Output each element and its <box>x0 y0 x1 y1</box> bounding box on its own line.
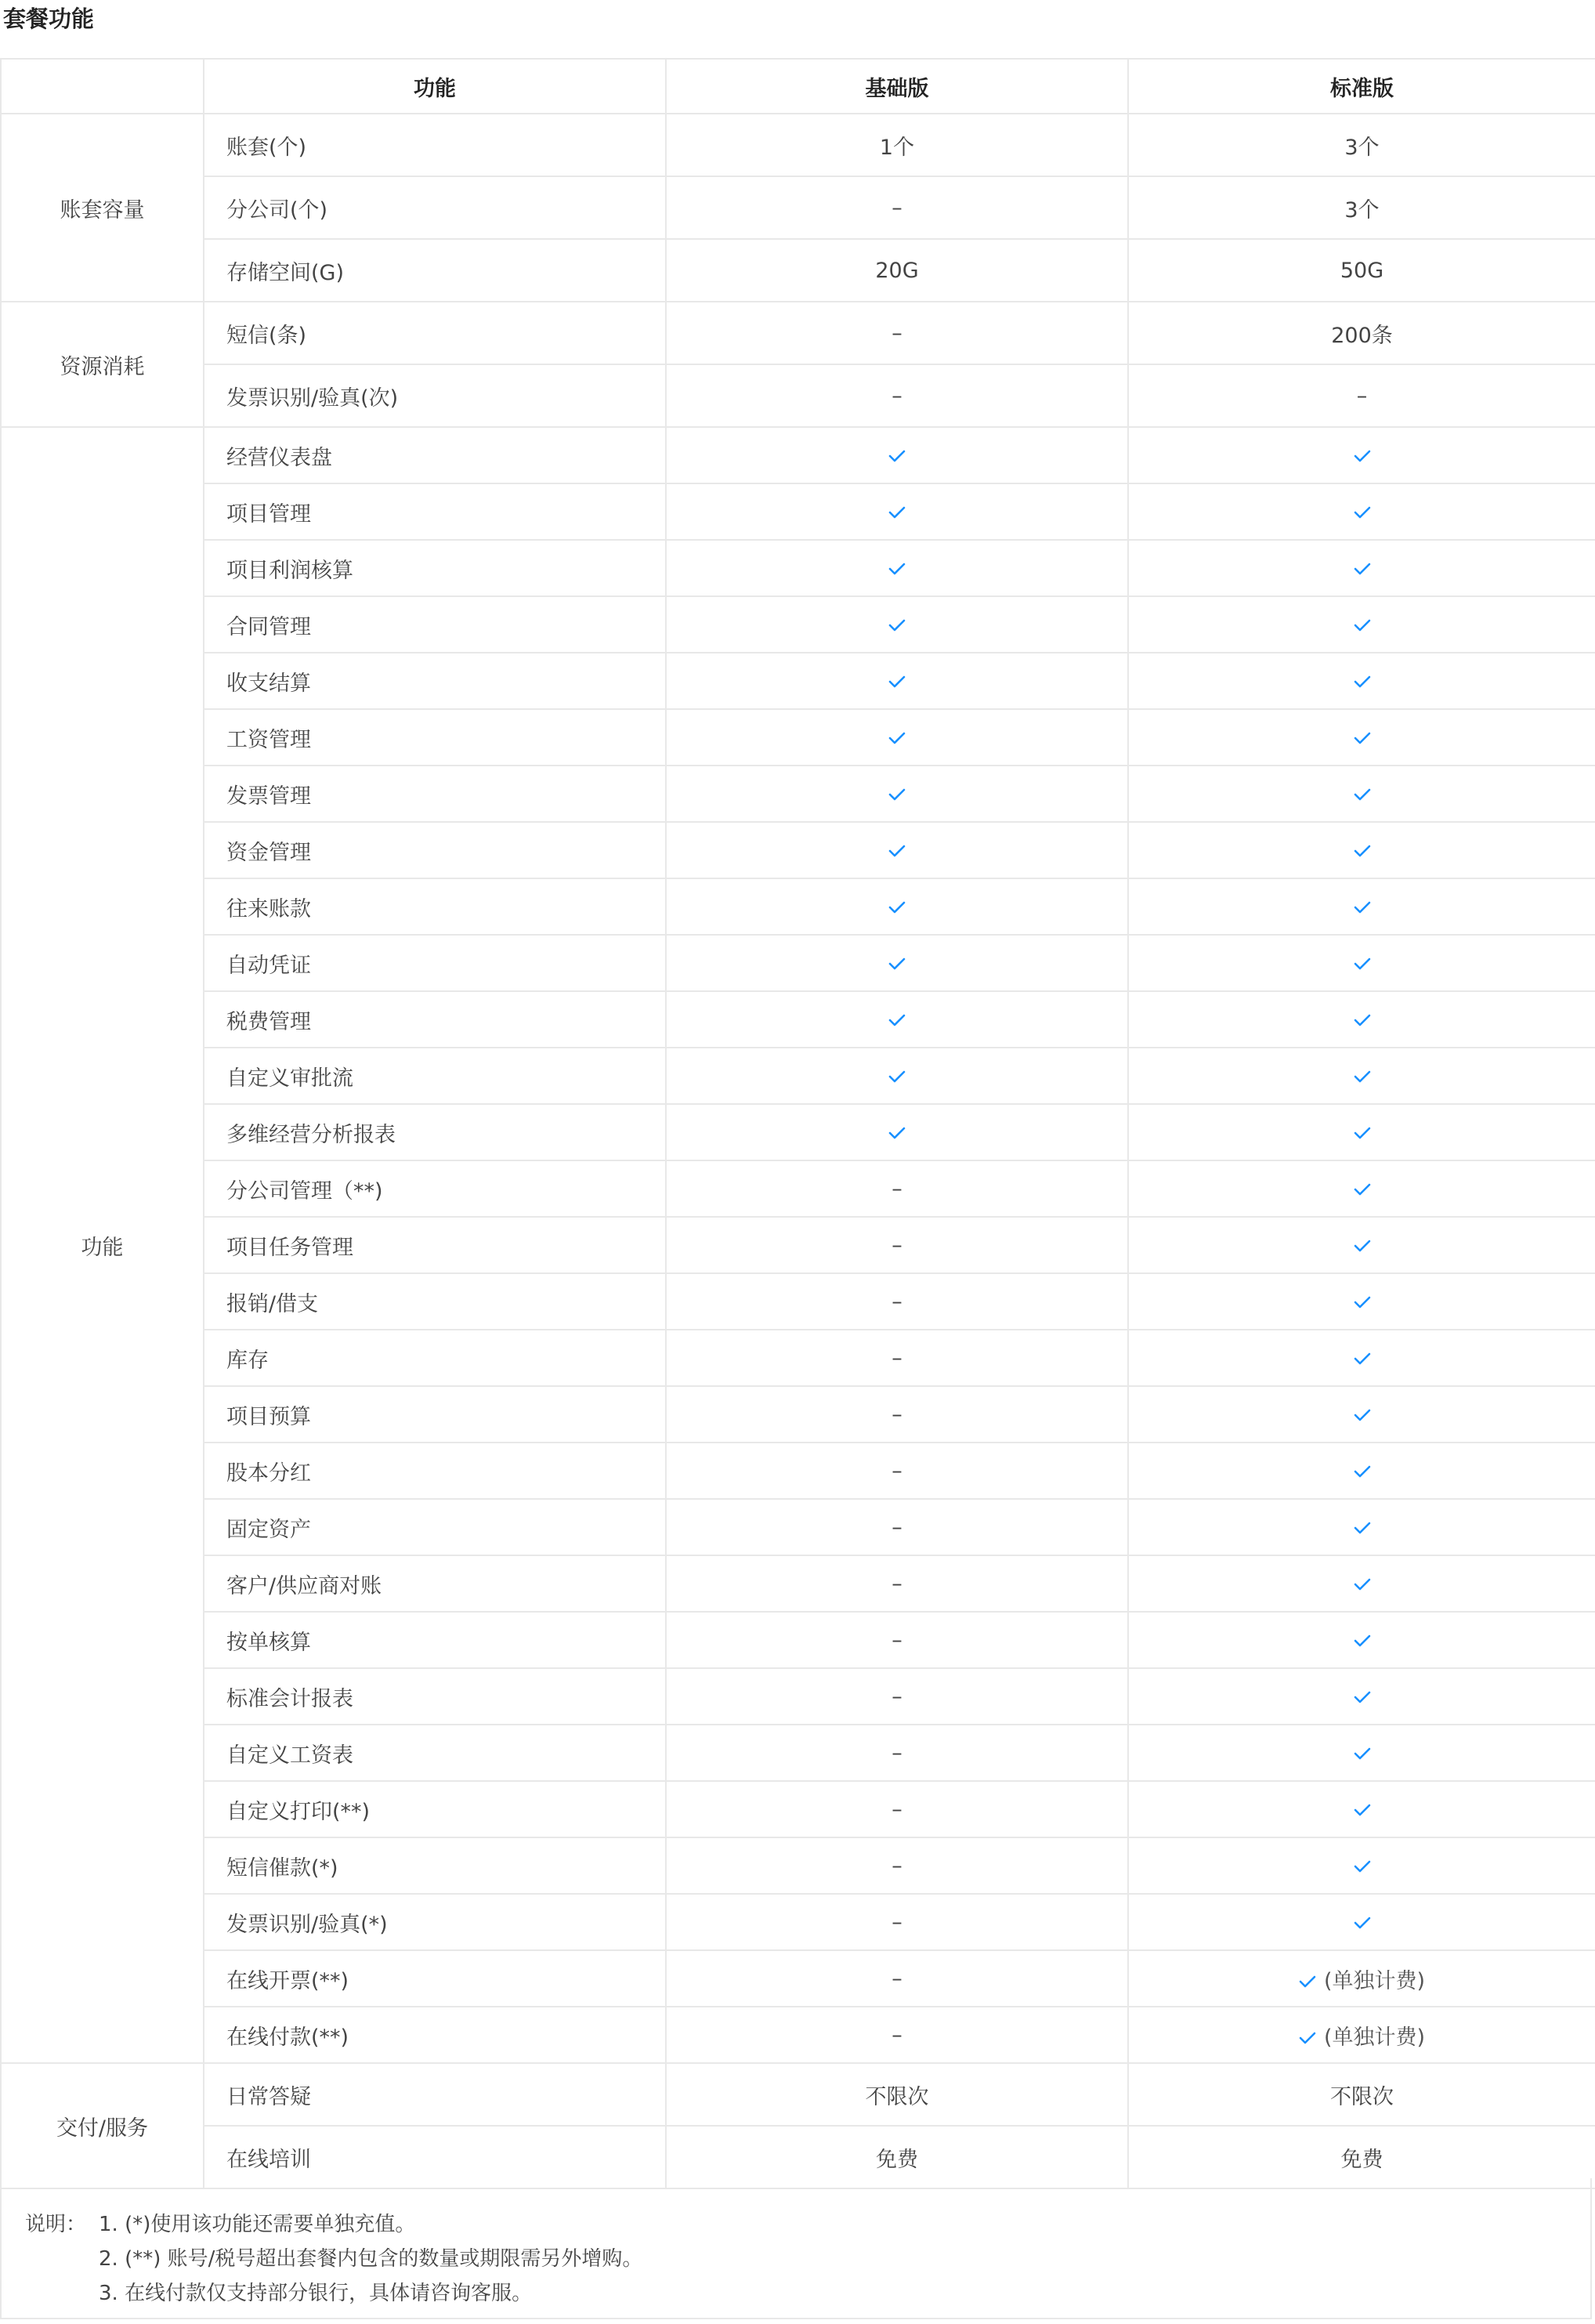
check-icon <box>1354 1126 1371 1140</box>
note-line: 1. (*)使用该功能还需要单独充值。 <box>99 2213 416 2236</box>
basic-plan-value <box>666 1048 1128 1104</box>
check-icon <box>1354 957 1371 971</box>
feature-name: 股本分红 <box>204 1443 666 1499</box>
table-row <box>1 1950 1595 2007</box>
not-included-dash: – <box>892 383 902 408</box>
notes-label: 说明： <box>25 2213 87 2236</box>
basic-plan-value <box>666 1217 1128 1273</box>
basic-plan-value <box>666 1386 1128 1443</box>
basic-plan-value <box>666 991 1128 1048</box>
feature-name: 发票管理 <box>204 766 666 822</box>
check-icon <box>888 562 906 576</box>
feature-name: 客户/供应商对账 <box>204 1555 666 1612</box>
table-row <box>1 878 1595 935</box>
check-icon <box>1354 1859 1371 1873</box>
check-icon <box>888 844 906 858</box>
not-included-dash: – <box>892 1853 902 1878</box>
check-icon <box>1299 1975 1316 1989</box>
not-included-dash: – <box>892 1289 902 1314</box>
basic-plan-value <box>666 1612 1128 1668</box>
standard-plan-value <box>1128 1781 1595 1837</box>
basic-plan-value <box>666 935 1128 991</box>
check-icon <box>888 449 906 463</box>
check-icon <box>1354 1182 1371 1196</box>
basic-plan-value <box>666 540 1128 596</box>
feature-name: 税费管理 <box>204 991 666 1048</box>
not-included-dash: – <box>892 1966 902 1991</box>
plan-comparison-table <box>0 58 1595 2189</box>
standard-plan-value <box>1128 2007 1595 2063</box>
feature-name: 自定义打印(**) <box>204 1781 666 1837</box>
table-row <box>1 822 1595 878</box>
standard-plan-value <box>1128 653 1595 709</box>
basic-plan-value <box>666 653 1128 709</box>
value-text: 200条 <box>1331 323 1393 348</box>
basic-plan-value <box>666 1725 1128 1781</box>
check-icon <box>1354 844 1371 858</box>
standard-plan-value <box>1128 1894 1595 1950</box>
basic-plan-value <box>666 2007 1128 2063</box>
basic-plan-value <box>666 1837 1128 1894</box>
table-row <box>1 991 1595 1048</box>
note-line: 3. 在线付款仅支持部分银行，具体请咨询客服。 <box>99 2282 533 2305</box>
feature-name: 在线开票(**) <box>204 1950 666 2007</box>
basic-plan-value <box>666 483 1128 540</box>
standard-plan-value <box>1128 1555 1595 1612</box>
table-row <box>1 1160 1595 1217</box>
separate-billing-note: (单独计费) <box>1323 1968 1426 1993</box>
table-body <box>1 114 1595 2188</box>
check-icon <box>888 900 906 914</box>
check-icon <box>888 1013 906 1027</box>
table-row <box>1 1048 1595 1104</box>
standard-plan-value <box>1128 596 1595 653</box>
standard-plan-value <box>1128 1499 1595 1555</box>
basic-plan-value <box>666 239 1128 302</box>
check-icon <box>1354 787 1371 802</box>
check-icon <box>1354 449 1371 463</box>
table-row <box>1 114 1595 176</box>
check-icon <box>1354 675 1371 689</box>
table-row <box>1 596 1595 653</box>
basic-plan-value <box>666 1894 1128 1950</box>
basic-plan-value <box>666 878 1128 935</box>
check-icon <box>1354 900 1371 914</box>
value-text: 1个 <box>879 135 915 160</box>
feature-name: 发票识别/验真(*) <box>204 1894 666 1950</box>
table-row <box>1 483 1595 540</box>
standard-plan-value <box>1128 239 1595 302</box>
table-header-row <box>1 59 1595 114</box>
standard-plan-value <box>1128 1612 1595 1668</box>
table-row <box>1 1668 1595 1725</box>
table-row <box>1 1273 1595 1330</box>
check-icon <box>888 1070 906 1084</box>
feature-name: 按单核算 <box>204 1612 666 1668</box>
not-included-dash: – <box>892 1176 902 1201</box>
standard-plan-value <box>1128 1837 1595 1894</box>
check-icon <box>888 787 906 802</box>
check-icon <box>1354 1803 1371 1817</box>
header-group-cell <box>1 59 204 114</box>
check-icon <box>1354 1013 1371 1027</box>
check-icon <box>1354 1464 1371 1479</box>
feature-name: 资金管理 <box>204 822 666 878</box>
not-included-dash: – <box>892 1402 902 1427</box>
feature-name: 分公司(个) <box>204 176 666 239</box>
table-row <box>1 1894 1595 1950</box>
standard-plan-value <box>1128 1330 1595 1386</box>
table-row <box>1 1443 1595 1499</box>
standard-plan-value <box>1128 483 1595 540</box>
group-label: 功能 <box>1 427 204 2063</box>
value-text: 3个 <box>1344 197 1380 223</box>
basic-plan-value <box>666 2063 1128 2126</box>
table-row <box>1 176 1595 239</box>
basic-plan-value <box>666 1555 1128 1612</box>
value-text: 20G <box>875 258 919 283</box>
not-included-dash: – <box>892 320 902 346</box>
not-included-dash: – <box>892 2022 902 2047</box>
feature-name: 自定义工资表 <box>204 1725 666 1781</box>
group-label: 资源消耗 <box>1 302 204 427</box>
standard-plan-value <box>1128 540 1595 596</box>
table-row <box>1 1330 1595 1386</box>
table-row <box>1 1725 1595 1781</box>
basic-plan-value <box>666 1499 1128 1555</box>
feature-name: 项目任务管理 <box>204 1217 666 1273</box>
check-icon <box>1354 1577 1371 1591</box>
basic-plan-value <box>666 596 1128 653</box>
table-row <box>1 1555 1595 1612</box>
table-row <box>1 2007 1595 2063</box>
standard-plan-value <box>1128 822 1595 878</box>
value-text: 3个 <box>1344 135 1380 160</box>
basic-plan-value <box>666 302 1128 364</box>
check-icon <box>1354 505 1371 519</box>
feature-name: 在线付款(**) <box>204 2007 666 2063</box>
not-included-dash: – <box>892 1684 902 1709</box>
basic-plan-value <box>666 114 1128 176</box>
note-line: 2. (**) 账号/税号超出套餐内包含的数量或期限需另外增购。 <box>99 2247 643 2271</box>
feature-name: 项目管理 <box>204 483 666 540</box>
feature-name: 库存 <box>204 1330 666 1386</box>
standard-plan-value <box>1128 427 1595 483</box>
check-icon <box>1354 1295 1371 1309</box>
table-row <box>1 302 1595 364</box>
check-icon <box>888 957 906 971</box>
feature-name: 分公司管理（**) <box>204 1160 666 1217</box>
check-icon <box>888 1126 906 1140</box>
check-icon <box>1354 1070 1371 1084</box>
check-icon <box>1354 1352 1371 1366</box>
feature-name: 经营仪表盘 <box>204 427 666 483</box>
table-row <box>1 1104 1595 1160</box>
check-icon <box>1354 1239 1371 1253</box>
value-text: 免费 <box>876 2147 918 2172</box>
basic-plan-value <box>666 709 1128 766</box>
feature-name: 短信催款(*) <box>204 1837 666 1894</box>
basic-plan-value <box>666 766 1128 822</box>
standard-plan-value <box>1128 1668 1595 1725</box>
standard-plan-value <box>1128 1273 1595 1330</box>
basic-plan-value <box>666 1273 1128 1330</box>
check-icon <box>1354 1634 1371 1648</box>
feature-name: 发票识别/验真(次) <box>204 364 666 427</box>
table-row <box>1 653 1595 709</box>
table-row <box>1 239 1595 302</box>
group-label: 账套容量 <box>1 114 204 302</box>
feature-name: 收支结算 <box>204 653 666 709</box>
standard-plan-value <box>1128 1048 1595 1104</box>
standard-plan-value <box>1128 1443 1595 1499</box>
feature-name: 项目利润核算 <box>204 540 666 596</box>
check-icon <box>1354 1747 1371 1761</box>
not-included-dash: – <box>892 1627 902 1653</box>
feature-name: 往来账款 <box>204 878 666 935</box>
basic-plan-value <box>666 1950 1128 2007</box>
check-icon <box>888 731 906 745</box>
feature-name: 工资管理 <box>204 709 666 766</box>
table-row <box>1 1781 1595 1837</box>
feature-name: 自定义审批流 <box>204 1048 666 1104</box>
feature-name: 多维经营分析报表 <box>204 1104 666 1160</box>
not-included-dash: – <box>892 1740 902 1765</box>
standard-plan-value <box>1128 1104 1595 1160</box>
table-row <box>1 766 1595 822</box>
standard-plan-value <box>1128 991 1595 1048</box>
table-row <box>1 1499 1595 1555</box>
table-row <box>1 1217 1595 1273</box>
header-feature: 功能 <box>204 59 666 114</box>
check-icon <box>1354 562 1371 576</box>
table-row <box>1 709 1595 766</box>
basic-plan-value <box>666 1160 1128 1217</box>
not-included-dash: – <box>892 1797 902 1822</box>
basic-plan-value <box>666 364 1128 427</box>
feature-name: 自动凭证 <box>204 935 666 991</box>
check-icon <box>888 618 906 632</box>
feature-name: 报销/借支 <box>204 1273 666 1330</box>
table-row <box>1 1837 1595 1894</box>
basic-plan-value <box>666 1330 1128 1386</box>
standard-plan-value <box>1128 114 1595 176</box>
standard-plan-value <box>1128 364 1595 427</box>
table-row <box>1 540 1595 596</box>
header-basic: 基础版 <box>666 59 1128 114</box>
not-included-dash: – <box>892 1910 902 1935</box>
value-text: 免费 <box>1340 2147 1383 2172</box>
standard-plan-value <box>1128 2063 1595 2126</box>
feature-name: 标准会计报表 <box>204 1668 666 1725</box>
basic-plan-value <box>666 1781 1128 1837</box>
standard-plan-value <box>1128 1217 1595 1273</box>
check-icon <box>1354 618 1371 632</box>
standard-plan-value <box>1128 1725 1595 1781</box>
standard-plan-value <box>1128 1160 1595 1217</box>
standard-plan-value <box>1128 176 1595 239</box>
standard-plan-value <box>1128 1950 1595 2007</box>
not-included-dash: – <box>892 1345 902 1370</box>
standard-plan-value <box>1128 302 1595 364</box>
notes-section <box>0 2178 1592 2319</box>
basic-plan-value <box>666 427 1128 483</box>
value-text: 不限次 <box>865 2084 929 2109</box>
feature-name: 短信(条) <box>204 302 666 364</box>
basic-plan-value <box>666 1104 1128 1160</box>
not-included-dash: – <box>892 195 902 220</box>
check-icon <box>1354 731 1371 745</box>
feature-name: 账套(个) <box>204 114 666 176</box>
not-included-dash: – <box>892 1571 902 1596</box>
value-text: 50G <box>1340 258 1384 283</box>
feature-name: 项目预算 <box>204 1386 666 1443</box>
basic-plan-value <box>666 822 1128 878</box>
table-row <box>1 2063 1595 2126</box>
check-icon <box>1354 1690 1371 1704</box>
feature-name: 固定资产 <box>204 1499 666 1555</box>
separate-billing-note: (单独计费) <box>1323 2025 1426 2050</box>
value-text: 不限次 <box>1330 2084 1394 2109</box>
check-icon <box>1354 1408 1371 1422</box>
standard-plan-value <box>1128 1386 1595 1443</box>
feature-name: 存储空间(G) <box>204 239 666 302</box>
feature-name: 日常答疑 <box>204 2063 666 2126</box>
check-icon <box>1354 1521 1371 1535</box>
basic-plan-value <box>666 1668 1128 1725</box>
standard-plan-value <box>1128 878 1595 935</box>
standard-plan-value <box>1128 766 1595 822</box>
table-row <box>1 1612 1595 1668</box>
basic-plan-value <box>666 1443 1128 1499</box>
standard-plan-value <box>1128 935 1595 991</box>
check-icon <box>1299 2031 1316 2045</box>
check-icon <box>888 505 906 519</box>
table-row <box>1 935 1595 991</box>
not-included-dash: – <box>1356 383 1368 408</box>
table-row <box>1 1386 1595 1443</box>
table-row <box>1 364 1595 427</box>
check-icon <box>1354 1916 1371 1930</box>
basic-plan-value <box>666 176 1128 239</box>
group-label: 交付/服务 <box>1 2063 204 2188</box>
standard-plan-value <box>1128 709 1595 766</box>
feature-name: 在线培训 <box>204 2126 666 2188</box>
not-included-dash: – <box>892 1233 902 1258</box>
check-icon <box>888 675 906 689</box>
header-standard: 标准版 <box>1128 59 1595 114</box>
not-included-dash: – <box>892 1515 902 1540</box>
page-title: 套餐功能 <box>3 5 95 32</box>
feature-name: 合同管理 <box>204 596 666 653</box>
not-included-dash: – <box>892 1458 902 1483</box>
table-row <box>1 427 1595 483</box>
